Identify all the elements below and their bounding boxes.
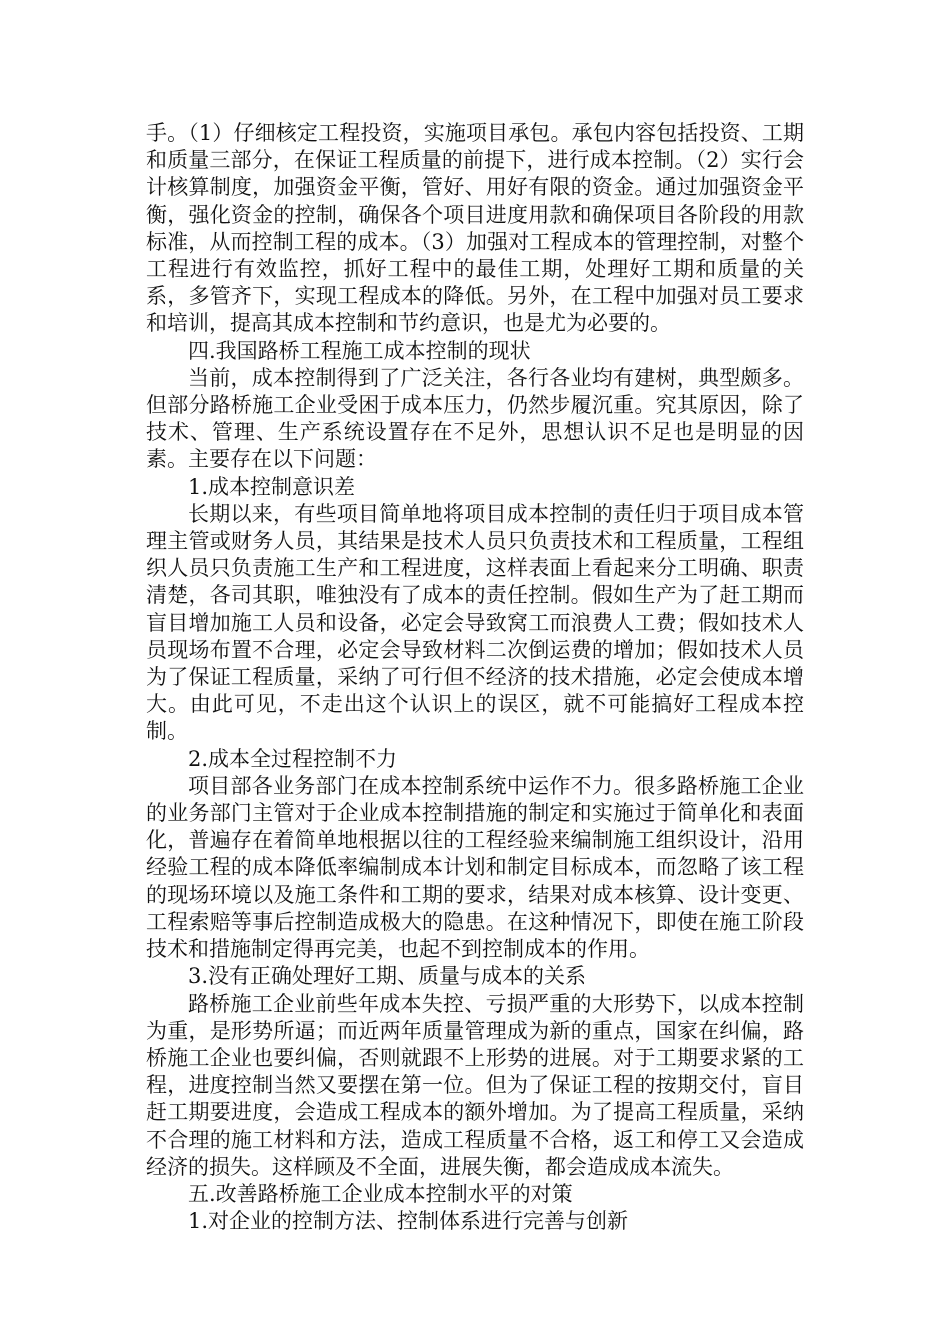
- subheading-whole-process-control: 2.成本全过程控制不力: [188, 746, 398, 771]
- subheading-schedule-quality-cost: 3.没有正确处理好工期、质量与成本的关系: [188, 964, 587, 989]
- document-body: [146, 120, 804, 1235]
- subheading-weak-awareness: 1.成本控制意识差: [188, 474, 356, 499]
- paragraph-schedule-quality-cost: 路桥施工企业前些年成本失控、亏损严重的大形势下，以成本控制为重，是形势所逼；而近两年质量管理成为新的重点，国家在纠偏，路桥施工企业也要纠偏，否则就跟不上形势的进展。对于工期要求紧的工程，进度控制当然又要摆在第一位。但为了保证工程的按期交付，盲目赶工期要进度，会造成工程成本的额外增加。为了提高工程质量，采纳不合理的施工材料和方法，造成工程质量不合格，返工和停工又会造成经济的损失。这样顾及不全面，进展失衡，都会造成成本流失。: [146, 991, 804, 1179]
- paragraph-current-status: 当前，成本控制得到了广泛关注，各行各业均有建树，典型颇多。但部分路桥施工企业受困于成本压力，仍然步履沉重。究其原因，除了技术、管理、生产系统设置存在不足外，思想认识不足也是明显的因素。主要存在以下问题：: [146, 365, 804, 472]
- section-heading-countermeasures: 五.改善路桥施工企业成本控制水平的对策: [188, 1181, 573, 1206]
- paragraph-whole-process-control: 项目部各业务部门在成本控制系统中运作不力。很多路桥施工企业的业务部门主管对于企业成本控制措施的制定和实施过于简单化和表面化，普遍存在着简单地根据以往的工程经验来编制施工组织设计，沿用经验工程的成本降低率编制成本计划和制定目标成本，而忽略了该工程的现场环境以及施工条件和工期的要求，结果对成本核算、设计变更、工程索赔等事后控制造成极大的隐患。在这种情况下，即使在施工阶段技术和措施制定得再完美，也起不到控制成本的作用。: [146, 773, 804, 962]
- paragraph-cost-control-measures: 手。（1）仔细核定工程投资，实施项目承包。承包内容包括投资、工期和质量三部分，在保证工程质量的前提下，进行成本控制。（2）实行会计核算制度，加强资金平衡，管好、用好有限的资金。通过加强资金平衡，强化资金的控制，确保各个项目进度用款和确保项目各阶段的用款标准，从而控制工程的成本。（3）加强对工程成本的管理控制，对整个工程进行有效监控，抓好工程中的最佳工期，处理好工期和质量的关系，多管齐下，实现工程成本的降低。另外，在工程中加强对员工要求和培训，提高其成本控制和节约意识，也是尤为必要的。: [146, 121, 804, 336]
- section-heading-current-status: 四.我国路桥工程施工成本控制的现状: [188, 338, 531, 363]
- paragraph-weak-awareness: 长期以来，有些项目简单地将项目成本控制的责任归于项目成本管理主管或财务人员，其结果是技术人员只负责技术和工程质量，工程组织人员只负责施工生产和工程进度，这样表面上看起来分工明确、职责清楚，各司其职，唯独没有了成本的责任控制。假如生产为了赶工期而盲目增加施工人员和设备，必定会导致窝工而浪费人工费；假如技术人员现场布置不合理，必定会导致材料二次倒运费的增加；假如技术人员为了保证工程质量，采纳了可行但不经济的技术措施，必定会使成本增大。由此可见，不走出这个认识上的误区，就不可能搞好工程成本控制。: [146, 501, 804, 744]
- subheading-improve-control-system: 1.对企业的控制方法、控制体系进行完善与创新: [188, 1209, 629, 1234]
